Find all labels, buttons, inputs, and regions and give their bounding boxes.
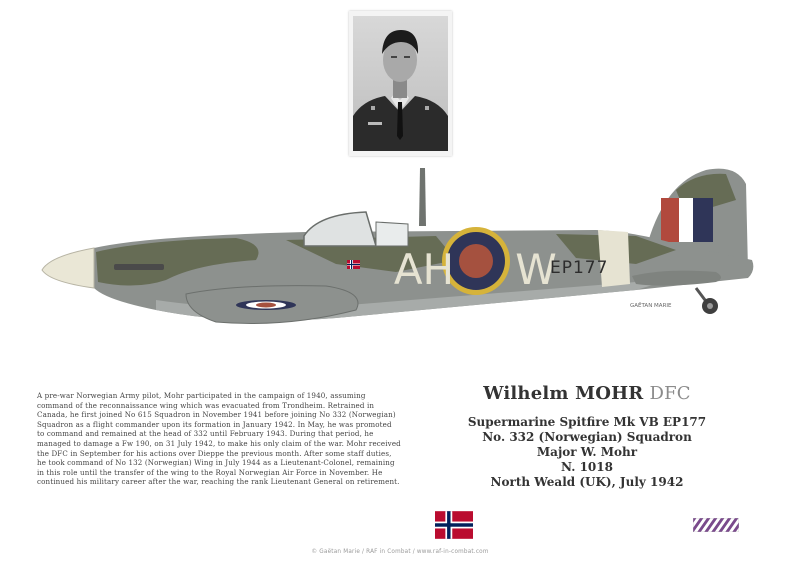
spitfire-profile (36, 160, 766, 360)
pilot-info (452, 383, 722, 490)
code-right: W (515, 245, 557, 294)
service-number: N. 1018 (561, 460, 613, 474)
rank-name: Major W. Mohr (536, 445, 638, 459)
pilot-name-row (452, 383, 722, 404)
code-left: AH (393, 245, 455, 294)
bio-line: in this role until the transfer of the wing to the Royal Norwegian Air Force in November. He (37, 467, 383, 477)
pilot-portrait (349, 11, 452, 156)
pilot-decoration: DFC (649, 383, 691, 404)
pilot-name: Wilhelm MOHR (483, 383, 644, 404)
fin-flash-blue (693, 198, 713, 242)
location-date: North Weald (UK), July 1942 (490, 475, 684, 489)
exhaust-stubs (114, 264, 164, 270)
artist-signature: GAËTAN MARIE (630, 303, 672, 309)
bio-line: he took command of No 132 (Norwegian) Wing in July 1944 as a Lieutenant-Colonel, remaining (37, 458, 395, 468)
pilot-photo (353, 16, 448, 151)
dfc-ribbon-icon (693, 518, 739, 532)
aircraft-type: Supermarine Spitfire Mk VB EP177 (467, 415, 707, 429)
bio-line: A pre-war Norwegian Army pilot, Mohr participated in the campaign of 1940, assuming (37, 391, 366, 400)
canopy (304, 212, 376, 246)
biography-text (37, 391, 409, 487)
bio-line: Canada, he first joined No 615 Squadron in November 1941 before joining No 332 (Norwegian) (37, 410, 396, 420)
copyright-footer: © Gaëtan Marie / RAF in Combat / www.raf-in-combat.com (311, 549, 489, 555)
spinner (42, 248, 94, 288)
fin-flash-white (679, 198, 693, 242)
bio-line: command of the reconnaissance wing which was evacuated from Trondheim. Retrained in (37, 400, 375, 410)
serial-number: EP177 (550, 258, 609, 278)
antenna-mast (419, 168, 426, 226)
bio-line: managed to damage a Fw 190, on 31 July 1942, to make his only claim of the war. Mohr received (37, 438, 401, 448)
bio-line: Squadron as a flight commander upon its formation in January 1942. In May, he was promoted (37, 419, 392, 429)
bio-line: to command and remained at the head of 332 until February 1943. During that period, he (37, 429, 374, 439)
bio-line: the DFC in September for his actions over Dieppe the previous month. After some staff duties, (37, 448, 392, 458)
bio-line: continued his military career after the war, reaching the rank Lieutenant General on retirement. (37, 477, 400, 487)
squadron: No. 332 (Norwegian) Squadron (482, 430, 692, 444)
fin-flash-red (661, 198, 679, 242)
norway-flag-icon (435, 511, 473, 539)
